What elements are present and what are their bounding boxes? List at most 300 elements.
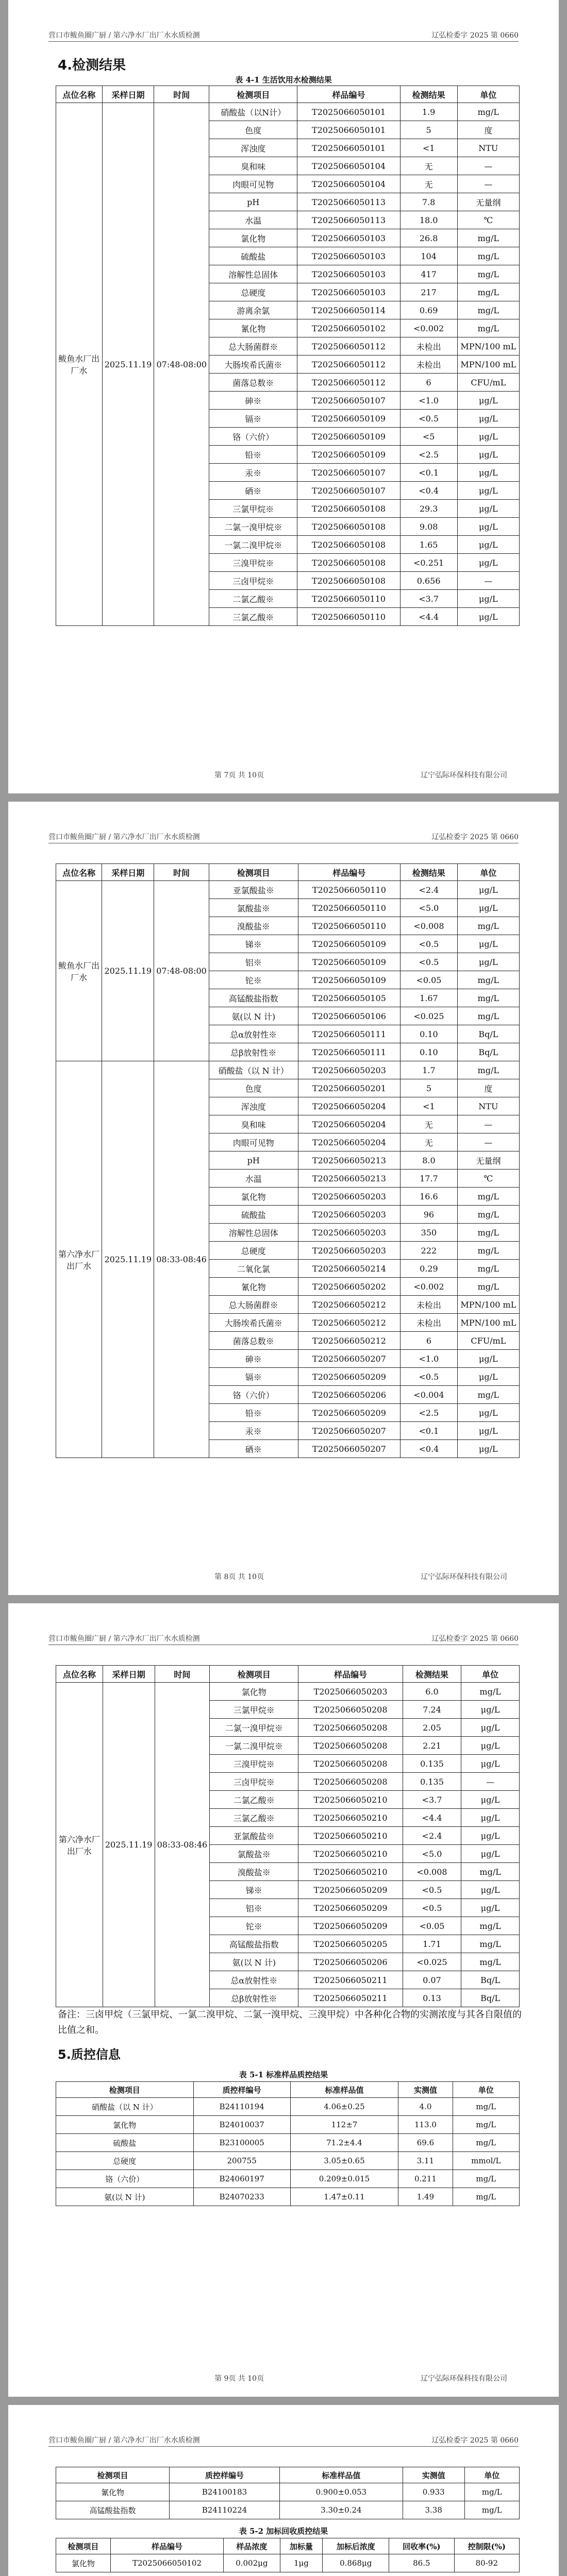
- result: <0.5: [401, 953, 458, 971]
- column-header: 检测结果: [401, 864, 458, 881]
- unit: mg/L: [457, 247, 519, 265]
- unit: 度: [457, 1079, 519, 1097]
- test-item: 一氯二溴甲烷※: [209, 536, 297, 554]
- column-header: 采样日期: [103, 1666, 155, 1683]
- header-right: 辽弘检委字 2025 第 0660: [431, 31, 519, 40]
- header-right: 辽弘检委字 2025 第 0660: [431, 833, 519, 841]
- sample-id: T2025066050109: [298, 935, 401, 953]
- qc-cell: 0.868μg: [323, 2554, 389, 2572]
- result: 417: [400, 265, 457, 283]
- page-number: 第 9页 共 10页: [214, 2375, 264, 2383]
- qc-cell: 硝酸盐（以 N 计）: [56, 2098, 194, 2116]
- header-left: 营口市鲅鱼圈广厨 / 第六净水厂出厂水水质检测: [48, 2436, 200, 2445]
- column-header: 时间: [154, 86, 209, 103]
- group-point: 第六净水厂出厂水: [56, 1683, 103, 2007]
- unit: μg/L: [461, 1881, 520, 1899]
- table-row: [56, 2501, 520, 2519]
- test-item: 臭和味: [209, 157, 297, 175]
- sample-id: T2025066050112: [297, 337, 400, 355]
- test-item: 溶解性总固体: [209, 265, 297, 283]
- sample-id: T2025066050207: [298, 1422, 401, 1440]
- report-page-7: [8, 0, 559, 793]
- unit: ℃: [457, 211, 519, 229]
- footer-company: 辽宁弘际环保科技有限公司: [421, 1573, 507, 1581]
- unit: mg/L: [461, 1863, 520, 1881]
- result: 无: [400, 157, 457, 175]
- sample-id: T2025066050213: [298, 1151, 401, 1170]
- test-item: 溶解性总固体: [209, 1224, 298, 1242]
- group-time: 07:48-08:00: [154, 103, 209, 626]
- table-row: [56, 881, 520, 899]
- sample-id: T2025066050210: [298, 1827, 403, 1845]
- result: <0.5: [401, 1368, 458, 1386]
- sample-id: T2025066050212: [298, 1332, 401, 1350]
- sample-id: T2025066050102: [297, 319, 400, 337]
- qc-cell: 0.211: [398, 2170, 453, 2188]
- column-header: 加标量: [280, 2538, 323, 2554]
- test-item: 氯酸盐※: [209, 899, 298, 917]
- unit: mg/L: [457, 1224, 519, 1242]
- unit: μg/L: [457, 1440, 519, 1458]
- result: <0.4: [401, 1440, 458, 1458]
- unit: mg/L: [461, 1953, 520, 1971]
- result: <0.002: [401, 1278, 458, 1296]
- test-item: 铝※: [210, 1899, 298, 1917]
- result: 16.6: [401, 1188, 458, 1206]
- unit: CFU/mL: [457, 1332, 519, 1350]
- result: <5: [400, 428, 457, 446]
- result: <0.5: [403, 1899, 461, 1917]
- table-row: [56, 1061, 520, 1079]
- sample-id: T2025066050209: [298, 1368, 401, 1386]
- sample-id: T2025066050111: [298, 1025, 401, 1043]
- result: 2.21: [403, 1737, 461, 1755]
- test-item: 氨(以 N 计): [210, 1953, 298, 1971]
- unit: μg/L: [457, 518, 519, 536]
- sample-id: T2025066050104: [297, 157, 400, 175]
- unit: μg/L: [457, 899, 519, 917]
- sample-id: T2025066050106: [298, 1007, 401, 1025]
- table-4-1-caption: 表 4-1 生活饮用水检测结果: [235, 75, 332, 84]
- unit: MPN/100 mL: [457, 1314, 519, 1332]
- qc-cell: B24110194: [193, 2098, 290, 2116]
- result: 0.656: [400, 572, 457, 590]
- qc-cell: mg/L: [453, 2170, 519, 2188]
- unit: μg/L: [461, 1737, 520, 1755]
- unit: 度: [457, 121, 519, 139]
- test-item: 铅※: [209, 1404, 298, 1422]
- unit: mg/L: [457, 1061, 519, 1079]
- test-item: 亚氯酸盐※: [210, 1827, 298, 1845]
- group-point: 鲅鱼水厂出厂水: [56, 103, 103, 626]
- unit: MPN/100 mL: [457, 337, 519, 355]
- unit: —: [457, 175, 519, 193]
- qc-cell: 1μg: [280, 2554, 323, 2572]
- result: <3.7: [403, 1791, 461, 1809]
- sample-id: T2025066050109: [297, 428, 400, 446]
- group-date: 2025.11.19: [103, 1683, 155, 2007]
- qc-cell: 1.49: [398, 2188, 453, 2206]
- result: 0.135: [403, 1755, 461, 1773]
- sample-id: T2025066050108: [297, 554, 400, 572]
- column-header: 点位名称: [56, 864, 102, 881]
- results-table-page9: [56, 1665, 520, 2007]
- column-header: 实测值: [398, 2082, 453, 2098]
- test-item: 硒※: [209, 1440, 298, 1458]
- unit: MPN/100 mL: [457, 355, 519, 374]
- result: <0.1: [400, 464, 457, 482]
- unit: mg/L: [457, 103, 519, 121]
- qc-cell: T2025066050102: [110, 2554, 223, 2572]
- table-row: [56, 2152, 520, 2170]
- test-item: 总β放射性※: [210, 1989, 298, 2007]
- sample-id: T2025066050109: [297, 446, 400, 464]
- results-table-page7: [56, 86, 520, 626]
- result: <0.5: [400, 410, 457, 428]
- result: 1.7: [401, 1061, 458, 1079]
- sample-id: T2025066050101: [297, 121, 400, 139]
- unit: mg/L: [457, 319, 519, 337]
- test-item: 浑浊度: [209, 1097, 298, 1115]
- test-item: 三氯甲烷※: [210, 1701, 298, 1719]
- column-header: 单位: [453, 2082, 519, 2098]
- sample-id: T2025066050208: [298, 1701, 403, 1719]
- sample-id: T2025066050203: [298, 1683, 403, 1701]
- unit: μg/L: [457, 1404, 519, 1422]
- test-item: 硒※: [209, 482, 297, 500]
- result: 0.10: [401, 1025, 458, 1043]
- column-header: 检测项目: [56, 2467, 170, 2483]
- qc-cell: 0.900±0.053: [280, 2483, 403, 2501]
- qc-cell: 3.11: [398, 2152, 453, 2170]
- result: 5: [401, 1079, 458, 1097]
- column-header: 样品浓度: [224, 2538, 280, 2554]
- result: <1.0: [400, 392, 457, 410]
- unit: μg/L: [457, 1350, 519, 1368]
- unit: mg/L: [457, 989, 519, 1007]
- qc-cell: 86.5: [389, 2554, 454, 2572]
- unit: CFU/mL: [457, 374, 519, 392]
- sample-id: T2025066050109: [297, 410, 400, 428]
- result: 未检出: [400, 355, 457, 374]
- column-header: 单位: [464, 2467, 519, 2483]
- sample-id: T2025066050108: [297, 536, 400, 554]
- unit: μg/L: [457, 428, 519, 446]
- sample-id: T2025066050213: [298, 1170, 401, 1188]
- column-header: 检测项目: [209, 864, 298, 881]
- unit: μg/L: [461, 1701, 520, 1719]
- column-header: 点位名称: [56, 86, 103, 103]
- column-header: 实测值: [403, 2467, 464, 2483]
- result: <4.4: [400, 608, 457, 626]
- column-header: 样品编号: [298, 864, 401, 881]
- sample-id: T2025066050211: [298, 1971, 403, 1989]
- sample-id: T2025066050208: [298, 1755, 403, 1773]
- table-row: [56, 2116, 520, 2134]
- sample-id: T2025066050206: [298, 1386, 401, 1404]
- result: <0.5: [401, 935, 458, 953]
- test-item: 锑※: [210, 1881, 298, 1899]
- unit: —: [457, 572, 519, 590]
- unit: μg/L: [457, 482, 519, 500]
- test-item: 总β放射性※: [209, 1043, 298, 1061]
- header-divider: [48, 2446, 519, 2447]
- qc-cell: 铬（六价）: [56, 2170, 194, 2188]
- test-item: 锑※: [209, 935, 298, 953]
- header-right: 辽弘检委字 2025 第 0660: [431, 2436, 519, 2445]
- result: 8.0: [401, 1151, 458, 1170]
- column-header: 检测结果: [400, 86, 457, 103]
- unit: μg/L: [461, 1809, 520, 1827]
- result: <0.1: [401, 1422, 458, 1440]
- test-item: 三氯甲烷※: [209, 500, 297, 518]
- result: <0.004: [401, 1386, 458, 1404]
- sample-id: T2025066050110: [298, 917, 401, 935]
- sample-id: T2025066050108: [297, 518, 400, 536]
- sample-id: T2025066050203: [298, 1224, 401, 1242]
- qc-cell: 80-92: [454, 2554, 519, 2572]
- report-page-10: [8, 2405, 559, 2576]
- qc-cell: 硫酸盐: [56, 2134, 194, 2152]
- report-page-9: [8, 1603, 559, 2397]
- test-item: 铅※: [209, 446, 297, 464]
- qc-cell: 0.002μg: [224, 2554, 280, 2572]
- sample-id: T2025066050208: [298, 1719, 403, 1737]
- result: <1: [401, 1097, 458, 1115]
- sample-id: T2025066050112: [297, 374, 400, 392]
- sample-id: T2025066050207: [298, 1350, 401, 1368]
- group-time: 08:33-08:46: [155, 1683, 210, 2007]
- unit: μg/L: [457, 464, 519, 482]
- result: <0.5: [403, 1881, 461, 1899]
- test-item: 硫酸盐: [209, 1206, 298, 1224]
- qc-cell: mg/L: [453, 2134, 519, 2152]
- unit: Bq/L: [457, 1043, 519, 1061]
- test-item: 铝※: [209, 953, 298, 971]
- unit: Bq/L: [457, 1025, 519, 1043]
- sample-id: T2025066050212: [298, 1296, 401, 1314]
- result: 6.0: [403, 1683, 461, 1701]
- test-item: 肉眼可见物: [209, 175, 297, 193]
- unit: μg/L: [457, 881, 519, 899]
- qc-cell: 200755: [193, 2152, 290, 2170]
- result: 0.29: [401, 1260, 458, 1278]
- group-date: 2025.11.19: [102, 1061, 154, 1458]
- result: 未检出: [400, 337, 457, 355]
- test-item: 三卤甲烷※: [209, 572, 297, 590]
- qc-cell: 氰化物: [56, 2483, 170, 2501]
- sample-id: T2025066050207: [298, 1440, 401, 1458]
- test-item: 总α放射性※: [209, 1025, 298, 1043]
- unit: 无量纲: [457, 193, 519, 211]
- sample-id: T2025066050204: [298, 1097, 401, 1115]
- sample-id: T2025066050203: [298, 1242, 401, 1260]
- header-left: 营口市鲅鱼圈广厨 / 第六净水厂出厂水水质检测: [48, 1635, 200, 1643]
- unit: —: [457, 157, 519, 175]
- result: <5.0: [403, 1845, 461, 1863]
- sample-id: T2025066050101: [297, 103, 400, 121]
- unit: ℃: [457, 1170, 519, 1188]
- sample-id: T2025066050107: [297, 392, 400, 410]
- test-item: 臭和味: [209, 1115, 298, 1133]
- result: <3.7: [400, 590, 457, 608]
- unit: mg/L: [461, 1935, 520, 1953]
- unit: mg/L: [457, 917, 519, 935]
- test-item: 总硬度: [209, 1242, 298, 1260]
- result: <2.4: [403, 1827, 461, 1845]
- result: <4.4: [403, 1809, 461, 1827]
- column-header: 样品编号: [110, 2538, 223, 2554]
- sample-id: T2025066050107: [297, 482, 400, 500]
- header-divider: [48, 41, 519, 42]
- sample-id: T2025066050204: [298, 1115, 401, 1133]
- test-item: 硝酸盐（以N计）: [209, 103, 297, 121]
- qc-cell: 69.6: [398, 2134, 453, 2152]
- unit: mg/L: [461, 1917, 520, 1935]
- result: 5: [400, 121, 457, 139]
- qc-cell: mg/L: [453, 2188, 519, 2206]
- sample-id: T2025066050209: [298, 1404, 401, 1422]
- sample-id: T2025066050105: [298, 989, 401, 1007]
- qc-cell: mg/L: [464, 2483, 519, 2501]
- sample-id: T2025066050103: [297, 229, 400, 247]
- sample-id: T2025066050211: [298, 1989, 403, 2007]
- test-item: 二氯乙酸※: [209, 590, 297, 608]
- unit: μg/L: [457, 410, 519, 428]
- sample-id: T2025066050203: [298, 1206, 401, 1224]
- qc-cell: 0.933: [403, 2483, 464, 2501]
- test-item: 硝酸盐（以 N 计）: [209, 1061, 298, 1079]
- result: <2.5: [401, 1404, 458, 1422]
- test-item: 总大肠菌群※: [209, 1296, 298, 1314]
- unit: μg/L: [457, 392, 519, 410]
- sample-id: T2025066050112: [297, 355, 400, 374]
- unit: μg/L: [461, 1845, 520, 1863]
- qc-cell: 氯化物: [56, 2116, 194, 2134]
- sample-id: T2025066050104: [297, 175, 400, 193]
- unit: μg/L: [457, 536, 519, 554]
- unit: μg/L: [457, 935, 519, 953]
- result: <0.002: [400, 319, 457, 337]
- unit: μg/L: [457, 590, 519, 608]
- test-item: 汞※: [209, 1422, 298, 1440]
- qc-cell: 4.06±0.25: [290, 2098, 398, 2116]
- qc-cell: B24070233: [193, 2188, 290, 2206]
- qc-spike-table: [56, 2538, 520, 2572]
- table-row: [56, 2483, 520, 2501]
- sample-id: T2025066050202: [298, 1278, 401, 1296]
- report-page-8: [8, 802, 559, 1595]
- test-item: 三溴甲烷※: [210, 1755, 298, 1773]
- result: <0.4: [400, 482, 457, 500]
- unit: Bq/L: [461, 1971, 520, 1989]
- result: 1.9: [400, 103, 457, 121]
- qc-standard-table: [56, 2081, 520, 2206]
- result: 6: [401, 1332, 458, 1350]
- sample-id: T2025066050103: [297, 265, 400, 283]
- group-date: 2025.11.19: [102, 881, 154, 1061]
- column-header: 检测项目: [56, 2082, 194, 2098]
- column-header: 回收率(%): [389, 2538, 454, 2554]
- test-item: 铬（六价）: [209, 1386, 298, 1404]
- column-header: 点位名称: [56, 1666, 103, 1683]
- result: <2.4: [401, 881, 458, 899]
- sample-id: T2025066050101: [297, 139, 400, 157]
- qc-cell: B24010037: [193, 2116, 290, 2134]
- result: 0.135: [403, 1773, 461, 1791]
- result: 7.24: [403, 1701, 461, 1719]
- result: <0.05: [403, 1917, 461, 1935]
- table-header-row: [56, 1666, 520, 1683]
- test-item: 二氯乙酸※: [210, 1791, 298, 1809]
- sample-id: T2025066050103: [297, 247, 400, 265]
- unit: NTU: [457, 139, 519, 157]
- unit: μg/L: [457, 1422, 519, 1440]
- test-item: 氯化物: [209, 229, 297, 247]
- table-row: [56, 2134, 520, 2152]
- table-row: [56, 2098, 520, 2116]
- column-header: 检测项目: [209, 86, 297, 103]
- result: 0.10: [401, 1043, 458, 1061]
- qc-cell: 氨(以 N 计): [56, 2188, 194, 2206]
- test-item: 氯化物: [209, 1188, 298, 1206]
- unit: mg/L: [457, 301, 519, 319]
- result: 6: [400, 374, 457, 392]
- sample-id: T2025066050210: [298, 1791, 403, 1809]
- test-item: 菌落总数※: [209, 1332, 298, 1350]
- sample-id: T2025066050108: [297, 572, 400, 590]
- test-item: 水温: [209, 1170, 298, 1188]
- sample-id: T2025066050113: [297, 211, 400, 229]
- sample-id: T2025066050110: [297, 590, 400, 608]
- unit: μg/L: [461, 1827, 520, 1845]
- unit: —: [457, 1133, 519, 1151]
- test-item: 铊※: [209, 971, 298, 989]
- result: <1: [400, 139, 457, 157]
- test-item: 二氧化氯: [209, 1260, 298, 1278]
- column-header: 样品编号: [298, 1666, 403, 1683]
- qc-cell: mg/L: [464, 2501, 519, 2519]
- result: 1.65: [400, 536, 457, 554]
- test-item: 铊※: [210, 1917, 298, 1935]
- column-header: 单位: [457, 86, 519, 103]
- footer-company: 辽宁弘际环保科技有限公司: [421, 2375, 507, 2383]
- result: <1.0: [401, 1350, 458, 1368]
- header-right: 辽弘检委字 2025 第 0660: [431, 1635, 519, 1643]
- test-item: 菌落总数※: [209, 374, 297, 392]
- column-header: 采样日期: [102, 864, 154, 881]
- test-item: 水温: [209, 211, 297, 229]
- sample-id: T2025066050204: [298, 1133, 401, 1151]
- result: 217: [400, 283, 457, 301]
- unit: μg/L: [461, 1791, 520, 1809]
- unit: μg/L: [457, 608, 519, 626]
- column-header: 单位: [461, 1666, 520, 1683]
- test-item: 总大肠菌群※: [209, 337, 297, 355]
- sample-id: T2025066050111: [298, 1043, 401, 1061]
- test-item: 游离余氯: [209, 301, 297, 319]
- column-header: 质控样编号: [169, 2467, 279, 2483]
- unit: NTU: [457, 1097, 519, 1115]
- unit: mg/L: [457, 1386, 519, 1404]
- group-point: 鲅鱼水厂出厂水: [56, 881, 102, 1061]
- column-header: 加标后浓度: [323, 2538, 389, 2554]
- test-item: 溴酸盐※: [209, 917, 298, 935]
- test-item: 亚氯酸盐※: [209, 881, 298, 899]
- sample-id: T2025066050209: [298, 1899, 403, 1917]
- test-item: 色度: [209, 121, 297, 139]
- page-number: 第 8页 共 10页: [214, 1573, 264, 1581]
